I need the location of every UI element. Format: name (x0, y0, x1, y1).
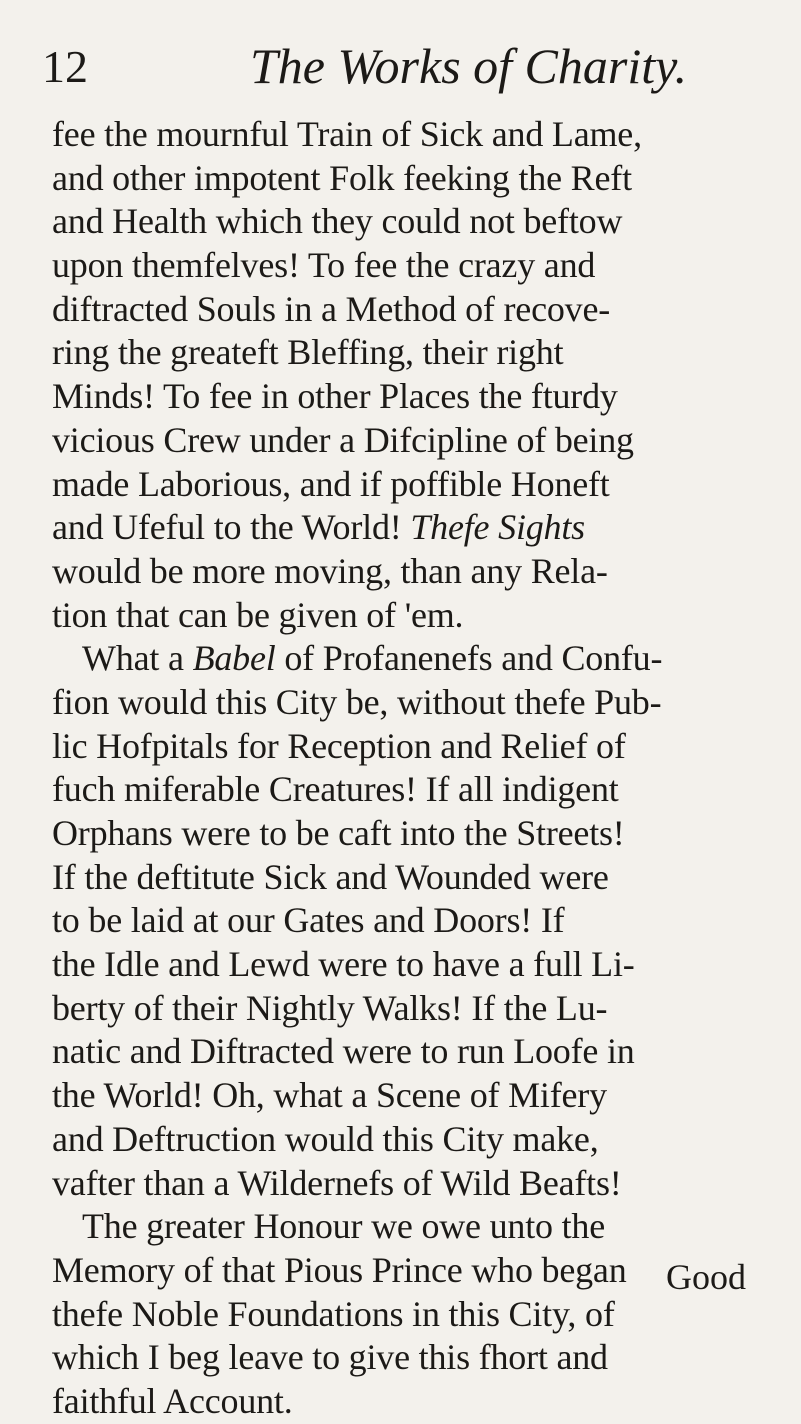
text-fragment: What a (82, 638, 184, 679)
italic-phrase: Thefe Sights (410, 507, 585, 548)
text-line: to be laid at our Gates and Doors! If (52, 900, 565, 941)
text-line: If the deftitute Sick and Wounded were (52, 856, 609, 897)
text-line: Orphans were to be caft into the Streets! (52, 813, 625, 853)
text-line: Minds! To fee in other Places the fturdy (52, 376, 618, 417)
text-line: diftracted Souls in a Method of recove- (52, 288, 611, 329)
text-line: ring the greateft Bleffing, their right (52, 332, 564, 373)
text-line: lic Hofpitals for Reception and Relief of (52, 725, 626, 766)
text-line: fee the mournful Train of Sick and Lame, (52, 114, 642, 154)
text-fragment: and Ufeful to the World! (52, 507, 402, 548)
running-title: The Works of Charity. (250, 38, 688, 94)
catchword: Good (666, 1257, 746, 1297)
text-line: fion would this City be, without thefe Pub- (52, 681, 662, 722)
text-line: vafter than a Wildernefs of Wild Beafts! (52, 1162, 622, 1203)
text-line: upon themfelves! To fee the crazy and (52, 245, 596, 286)
text-line: faithful Account. (52, 1380, 293, 1421)
text-line: fuch miferable Creatures! If all indigent (52, 769, 619, 810)
text-line: tion that can be given of 'em. (52, 594, 464, 635)
text-line: which I beg leave to give this fhort and (52, 1337, 608, 1378)
text-line: vicious Crew under a Difcipline of being (52, 419, 634, 460)
text-line: made Laborious, and if poffible Honeft (52, 463, 610, 504)
text-line: berty of their Nightly Walks! If the Lu- (52, 987, 608, 1028)
page-number: 12 (42, 41, 88, 92)
text-line: thefe Noble Foundations in this City, of (52, 1293, 615, 1334)
text-line: would be more moving, than any Rela- (52, 550, 608, 591)
text-fragment: of Profanenefs and Confu- (284, 638, 663, 679)
page-header (42, 38, 762, 98)
text-line: Memory of that Pious Prince who began (52, 1249, 627, 1290)
text-line: natic and Diftracted were to run Loofe in (52, 1031, 635, 1072)
body-text (52, 113, 764, 1424)
text-line (52, 506, 764, 550)
italic-word: Babel (192, 638, 276, 679)
text-line: and other impotent Folk feeking the Reft (52, 157, 632, 198)
text-line: The greater Honour we owe unto the (82, 1206, 606, 1247)
text-line: and Health which they could not beftow (52, 201, 623, 242)
text-line: the Idle and Lewd were to have a full Li- (52, 944, 635, 985)
text-line: and Deftruction would this City make, (52, 1118, 599, 1159)
text-line: the World! Oh, what a Scene of Mifery (52, 1075, 607, 1116)
text-line (52, 637, 764, 681)
